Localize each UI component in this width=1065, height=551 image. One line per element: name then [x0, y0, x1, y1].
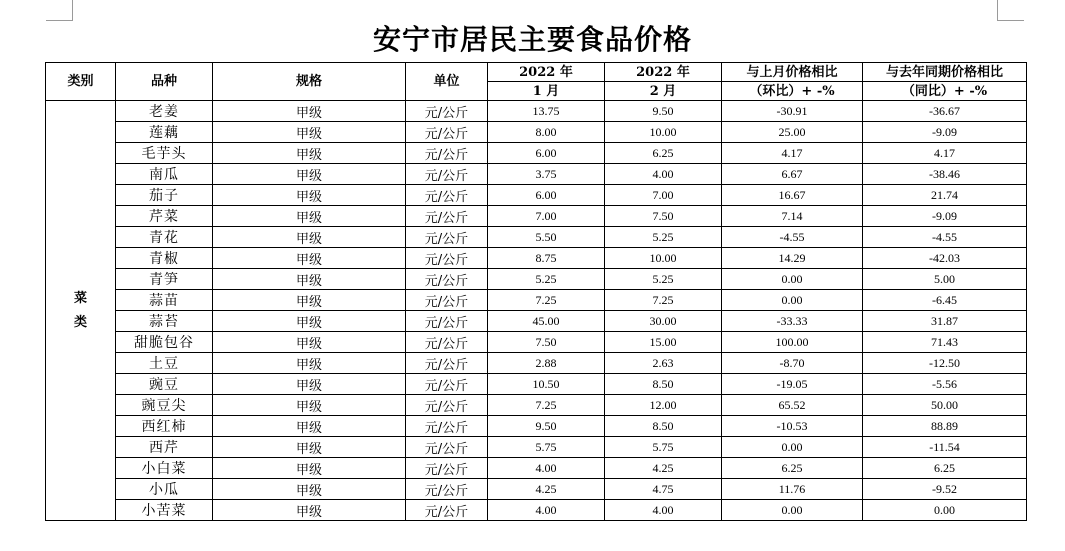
table-row: [46, 395, 1027, 416]
cell-name: 蒜苔: [116, 311, 213, 332]
cell-jan-price: 10.50: [488, 374, 605, 395]
cell-jan-price: 4.25: [488, 479, 605, 500]
cell-feb-price: 10.00: [605, 248, 722, 269]
cell-mom-change: 65.52: [722, 395, 863, 416]
cell-jan-price: 9.50: [488, 416, 605, 437]
cell-jan-price: 7.00: [488, 206, 605, 227]
cell-yoy-change: 5.00: [863, 269, 1027, 290]
cell-feb-price: 5.75: [605, 437, 722, 458]
cell-jan-price: 7.25: [488, 290, 605, 311]
cell-grade: 甲级: [213, 437, 406, 458]
header-category: 类别: [46, 63, 116, 101]
cell-feb-price: 7.50: [605, 206, 722, 227]
cell-grade: 甲级: [213, 164, 406, 185]
page-corner-mark-left: [46, 0, 73, 21]
cell-feb-price: 7.25: [605, 290, 722, 311]
cell-name: 茄子: [116, 185, 213, 206]
table-row: [46, 479, 1027, 500]
cell-mom-change: 0.00: [722, 290, 863, 311]
cell-unit: 元/公斤: [406, 332, 488, 353]
table-row: [46, 269, 1027, 290]
cell-unit: 元/公斤: [406, 206, 488, 227]
cell-grade: 甲级: [213, 143, 406, 164]
table-row: [46, 290, 1027, 311]
header-yoy-line1: 与去年同期价格相比: [863, 63, 1027, 82]
cell-name: 小瓜: [116, 479, 213, 500]
cell-yoy-change: 71.43: [863, 332, 1027, 353]
table-row: [46, 437, 1027, 458]
table-row: [46, 374, 1027, 395]
cell-feb-price: 4.00: [605, 164, 722, 185]
cell-name: 老姜: [116, 101, 213, 122]
cell-feb-price: 5.25: [605, 227, 722, 248]
cell-unit: 元/公斤: [406, 416, 488, 437]
header-mom-line1: 与上月价格相比: [722, 63, 863, 82]
table-row: [46, 227, 1027, 248]
cell-jan-price: 4.00: [488, 500, 605, 521]
cell-mom-change: -19.05: [722, 374, 863, 395]
cell-jan-price: 6.00: [488, 143, 605, 164]
cell-unit: 元/公斤: [406, 500, 488, 521]
cell-name: 莲藕: [116, 122, 213, 143]
cell-unit: 元/公斤: [406, 479, 488, 500]
cell-jan-price: 2.88: [488, 353, 605, 374]
cell-unit: 元/公斤: [406, 122, 488, 143]
cell-yoy-change: -9.09: [863, 122, 1027, 143]
cell-mom-change: 0.00: [722, 269, 863, 290]
table-row: [46, 332, 1027, 353]
cell-grade: 甲级: [213, 332, 406, 353]
cell-yoy-change: -6.45: [863, 290, 1027, 311]
cell-mom-change: 100.00: [722, 332, 863, 353]
category-char-1: 菜: [73, 290, 87, 306]
cell-jan-price: 4.00: [488, 458, 605, 479]
cell-jan-price: 7.50: [488, 332, 605, 353]
cell-grade: 甲级: [213, 227, 406, 248]
cell-name: 豌豆尖: [116, 395, 213, 416]
cell-name: 西芹: [116, 437, 213, 458]
table-row: [46, 101, 1027, 122]
cell-grade: 甲级: [213, 101, 406, 122]
header-unit: 单位: [406, 63, 488, 101]
cell-jan-price: 5.75: [488, 437, 605, 458]
cell-feb-price: 10.00: [605, 122, 722, 143]
table-row: [46, 500, 1027, 521]
cell-name: 青椒: [116, 248, 213, 269]
cell-name: 毛芋头: [116, 143, 213, 164]
cell-grade: 甲级: [213, 500, 406, 521]
cell-yoy-change: 31.87: [863, 311, 1027, 332]
cell-feb-price: 9.50: [605, 101, 722, 122]
header-jan-month: 1 月: [488, 82, 605, 101]
cell-feb-price: 8.50: [605, 374, 722, 395]
cell-mom-change: -4.55: [722, 227, 863, 248]
cell-grade: 甲级: [213, 185, 406, 206]
header-grade: 规格: [213, 63, 406, 101]
cell-name: 西红柿: [116, 416, 213, 437]
cell-unit: 元/公斤: [406, 269, 488, 290]
cell-yoy-change: 88.89: [863, 416, 1027, 437]
cell-mom-change: 7.14: [722, 206, 863, 227]
cell-jan-price: 3.75: [488, 164, 605, 185]
cell-grade: 甲级: [213, 269, 406, 290]
cell-yoy-change: -38.46: [863, 164, 1027, 185]
header-jan-year: 2022 年: [488, 63, 605, 82]
cell-unit: 元/公斤: [406, 290, 488, 311]
cell-yoy-change: -12.50: [863, 353, 1027, 374]
cell-mom-change: 14.29: [722, 248, 863, 269]
cell-yoy-change: 6.25: [863, 458, 1027, 479]
table-row: [46, 248, 1027, 269]
cell-mom-change: -33.33: [722, 311, 863, 332]
cell-jan-price: 8.75: [488, 248, 605, 269]
header-name: 品种: [116, 63, 213, 101]
cell-grade: 甲级: [213, 311, 406, 332]
cell-yoy-change: 21.74: [863, 185, 1027, 206]
cell-mom-change: -8.70: [722, 353, 863, 374]
cell-feb-price: 8.50: [605, 416, 722, 437]
cell-yoy-change: 4.17: [863, 143, 1027, 164]
cell-grade: 甲级: [213, 206, 406, 227]
category-char-2: 类: [73, 314, 87, 330]
cell-yoy-change: -9.09: [863, 206, 1027, 227]
cell-yoy-change: 50.00: [863, 395, 1027, 416]
cell-grade: 甲级: [213, 122, 406, 143]
cell-grade: 甲级: [213, 416, 406, 437]
cell-name: 蒜苗: [116, 290, 213, 311]
header-mom-line2: （环比）+ -%: [722, 82, 863, 101]
cell-grade: 甲级: [213, 374, 406, 395]
page-title: 安宁市居民主要食品价格: [372, 23, 692, 56]
table-row: [46, 185, 1027, 206]
cell-name: 小苦菜: [116, 500, 213, 521]
cell-feb-price: 4.00: [605, 500, 722, 521]
cell-feb-price: 6.25: [605, 143, 722, 164]
cell-name: 芹菜: [116, 206, 213, 227]
cell-unit: 元/公斤: [406, 311, 488, 332]
cell-jan-price: 7.25: [488, 395, 605, 416]
cell-jan-price: 8.00: [488, 122, 605, 143]
cell-mom-change: 16.67: [722, 185, 863, 206]
table-row: [46, 458, 1027, 479]
cell-jan-price: 5.25: [488, 269, 605, 290]
cell-unit: 元/公斤: [406, 143, 488, 164]
cell-feb-price: 12.00: [605, 395, 722, 416]
cell-unit: 元/公斤: [406, 458, 488, 479]
cell-grade: 甲级: [213, 395, 406, 416]
cell-yoy-change: -42.03: [863, 248, 1027, 269]
cell-unit: 元/公斤: [406, 164, 488, 185]
cell-yoy-change: -9.52: [863, 479, 1027, 500]
header-row-1: [46, 63, 1027, 82]
cell-yoy-change: -5.56: [863, 374, 1027, 395]
cell-jan-price: 6.00: [488, 185, 605, 206]
cell-jan-price: 45.00: [488, 311, 605, 332]
cell-jan-price: 13.75: [488, 101, 605, 122]
table-row: [46, 311, 1027, 332]
cell-name: 土豆: [116, 353, 213, 374]
header-feb-year: 2022 年: [605, 63, 722, 82]
cell-name: 青笋: [116, 269, 213, 290]
cell-name: 南瓜: [116, 164, 213, 185]
cell-mom-change: 0.00: [722, 500, 863, 521]
table-body: [46, 101, 1027, 521]
cell-unit: 元/公斤: [406, 101, 488, 122]
table-row: [46, 353, 1027, 374]
cell-unit: 元/公斤: [406, 248, 488, 269]
cell-yoy-change: -4.55: [863, 227, 1027, 248]
cell-unit: 元/公斤: [406, 374, 488, 395]
cell-mom-change: -30.91: [722, 101, 863, 122]
cell-name: 小白菜: [116, 458, 213, 479]
cell-feb-price: 15.00: [605, 332, 722, 353]
cell-grade: 甲级: [213, 479, 406, 500]
page-corner-mark-right: [997, 0, 1024, 21]
price-table: [45, 62, 1027, 521]
cell-unit: 元/公斤: [406, 395, 488, 416]
cell-mom-change: 4.17: [722, 143, 863, 164]
cell-name: 甜脆包谷: [116, 332, 213, 353]
header-yoy-line2: （同比）+ -%: [863, 82, 1027, 101]
cell-feb-price: 2.63: [605, 353, 722, 374]
cell-yoy-change: -11.54: [863, 437, 1027, 458]
cell-unit: 元/公斤: [406, 353, 488, 374]
table-row: [46, 416, 1027, 437]
table-row: [46, 122, 1027, 143]
cell-feb-price: 4.25: [605, 458, 722, 479]
header-feb-month: 2 月: [605, 82, 722, 101]
cell-name: 豌豆: [116, 374, 213, 395]
cell-unit: 元/公斤: [406, 437, 488, 458]
cell-unit: 元/公斤: [406, 185, 488, 206]
cell-mom-change: -10.53: [722, 416, 863, 437]
cell-mom-change: 6.67: [722, 164, 863, 185]
cell-feb-price: 7.00: [605, 185, 722, 206]
table-row: [46, 143, 1027, 164]
cell-yoy-change: 0.00: [863, 500, 1027, 521]
category-cell: [46, 101, 116, 521]
cell-feb-price: 30.00: [605, 311, 722, 332]
cell-yoy-change: -36.67: [863, 101, 1027, 122]
cell-feb-price: 5.25: [605, 269, 722, 290]
cell-jan-price: 5.50: [488, 227, 605, 248]
cell-grade: 甲级: [213, 458, 406, 479]
cell-mom-change: 25.00: [722, 122, 863, 143]
cell-feb-price: 4.75: [605, 479, 722, 500]
cell-grade: 甲级: [213, 353, 406, 374]
cell-mom-change: 0.00: [722, 437, 863, 458]
cell-name: 青花: [116, 227, 213, 248]
table-row: [46, 206, 1027, 227]
cell-mom-change: 11.76: [722, 479, 863, 500]
cell-grade: 甲级: [213, 290, 406, 311]
cell-grade: 甲级: [213, 248, 406, 269]
cell-mom-change: 6.25: [722, 458, 863, 479]
table-row: [46, 164, 1027, 185]
cell-unit: 元/公斤: [406, 227, 488, 248]
